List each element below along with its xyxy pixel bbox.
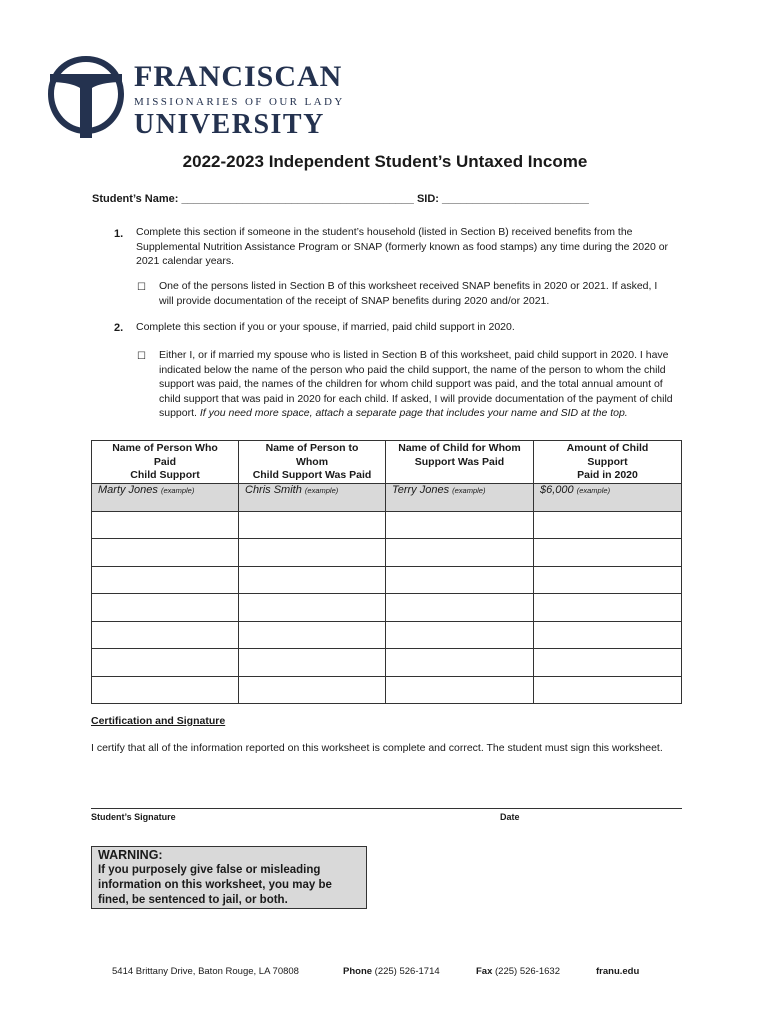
table-cell[interactable] (92, 539, 239, 567)
table-cell[interactable] (386, 594, 534, 622)
logo-line-franciscan: FRANCISCAN (134, 60, 343, 93)
footer-website[interactable]: franu.edu (596, 966, 640, 977)
table-cell[interactable] (386, 649, 534, 677)
warning-line: information on this worksheet, you may be (98, 879, 332, 891)
footer-address: 5414 Brittany Drive, Baton Rouge, LA 70808 (112, 966, 299, 977)
table-row[interactable] (92, 676, 682, 704)
certification-text: I certify that all of the information reported on this worksheet is complete and correct. The student must sign this worksheet. (91, 742, 663, 754)
signature-line[interactable] (91, 808, 682, 809)
table-cell[interactable] (239, 594, 386, 622)
table-row[interactable] (92, 511, 682, 539)
table-cell[interactable] (239, 511, 386, 539)
header-amount: Amount of Child Support Paid in 2020 (534, 441, 682, 484)
table-cell[interactable] (92, 594, 239, 622)
date-label: Date (500, 812, 520, 822)
table-row[interactable] (92, 539, 682, 567)
table-cell[interactable] (386, 511, 534, 539)
child-support-statement: Either I, or if married my spouse who is listed in Section B of this worksheet, paid child support in 2020. I have indicated below the name of the person who paid the child support, the name of the person to whom the child support was paid, the names of the children for whom child support was paid, and the total annual amount of child support that was paid in 2020 for each child. If asked, I will provide documentation of the payment of child support. (159, 349, 673, 419)
example-child: Terry Jones (example) (386, 483, 534, 511)
table-cell[interactable] (534, 511, 682, 539)
more-space-note: If you need more space, attach a separate page that includes your name and SID at the top. (199, 407, 628, 419)
table-row[interactable] (92, 594, 682, 622)
table-cell[interactable] (239, 676, 386, 704)
table-cell[interactable] (386, 621, 534, 649)
table-row[interactable] (92, 566, 682, 594)
table-cell[interactable] (239, 539, 386, 567)
table-cell[interactable] (239, 621, 386, 649)
table-cell[interactable] (534, 676, 682, 704)
example-payer: Marty Jones (example) (92, 483, 239, 511)
page-title: 2022-2023 Independent Student’s Untaxed Income (182, 152, 588, 171)
example-row (92, 483, 682, 511)
table-cell[interactable] (386, 676, 534, 704)
warning-box (91, 846, 367, 909)
snap-checkbox-text: One of the persons listed in Section B of this worksheet received SNAP benefits in 2020 or 2021. If asked, I will provide documentation of the receipt of SNAP benefits during 2020 and/or 2021. (159, 280, 658, 307)
table-cell[interactable] (534, 621, 682, 649)
tau-cross-emblem-icon (48, 56, 124, 138)
table-cell[interactable] (239, 566, 386, 594)
table-cell[interactable] (92, 511, 239, 539)
section-1-text: Complete this section if someone in the student’s household (listed in Section B) received benefits from the Supplemental Nutrition Assistance Program or SNAP (formerly known as food stamps) any time during the 2020 or 2021 calendar years. (136, 226, 669, 267)
section-2-number: 2. (114, 322, 124, 334)
child-support-checkbox[interactable]: ☐ (137, 351, 146, 362)
header-payer: Name of Person Who Paid Child Support (92, 441, 239, 484)
table-header-row (92, 441, 682, 484)
table-cell[interactable] (92, 676, 239, 704)
certification-title: Certification and Signature (91, 715, 226, 727)
table-cell[interactable] (534, 594, 682, 622)
logo-line-missionaries: MISSIONARIES OF OUR LADY (134, 96, 345, 108)
example-payee: Chris Smith (example) (239, 483, 386, 511)
table-cell[interactable] (92, 566, 239, 594)
header-child: Name of Child for Whom Support Was Paid (386, 441, 534, 484)
footer-phone: Phone (225) 526-1714 (343, 966, 440, 977)
table-cell[interactable] (92, 621, 239, 649)
warning-line: If you purposely give false or misleading (98, 864, 321, 876)
logo-wordmark (134, 62, 345, 139)
table-row[interactable] (92, 621, 682, 649)
footer-fax: Fax (225) 526-1632 (476, 966, 560, 977)
table-row[interactable] (92, 649, 682, 677)
logo-line-university: UNIVERSITY (134, 109, 325, 140)
header-payee: Name of Person to Whom Child Support Was Paid (239, 441, 386, 484)
child-support-table (91, 440, 682, 704)
table-cell[interactable] (386, 539, 534, 567)
warning-line: fined, be sentenced to jail, or both. (98, 894, 288, 906)
example-amount: $6,000 (example) (534, 483, 682, 511)
table-cell[interactable] (92, 649, 239, 677)
section-1-number: 1. (114, 228, 124, 240)
student-name-sid-line[interactable]: Student’s Name: ______________________________________ SID: ________________________ (92, 193, 589, 205)
warning-title: WARNING: (98, 848, 163, 862)
table-cell[interactable] (534, 649, 682, 677)
table-cell[interactable] (534, 566, 682, 594)
table-cell[interactable] (239, 649, 386, 677)
snap-checkbox[interactable]: ☐ (137, 282, 146, 293)
section-2-text: Complete this section if you or your spouse, if married, paid child support in 2020. (136, 321, 515, 333)
signature-label: Student’s Signature (91, 812, 176, 822)
table-cell[interactable] (534, 539, 682, 567)
table-cell[interactable] (386, 566, 534, 594)
child-support-checkbox-text (159, 348, 679, 421)
